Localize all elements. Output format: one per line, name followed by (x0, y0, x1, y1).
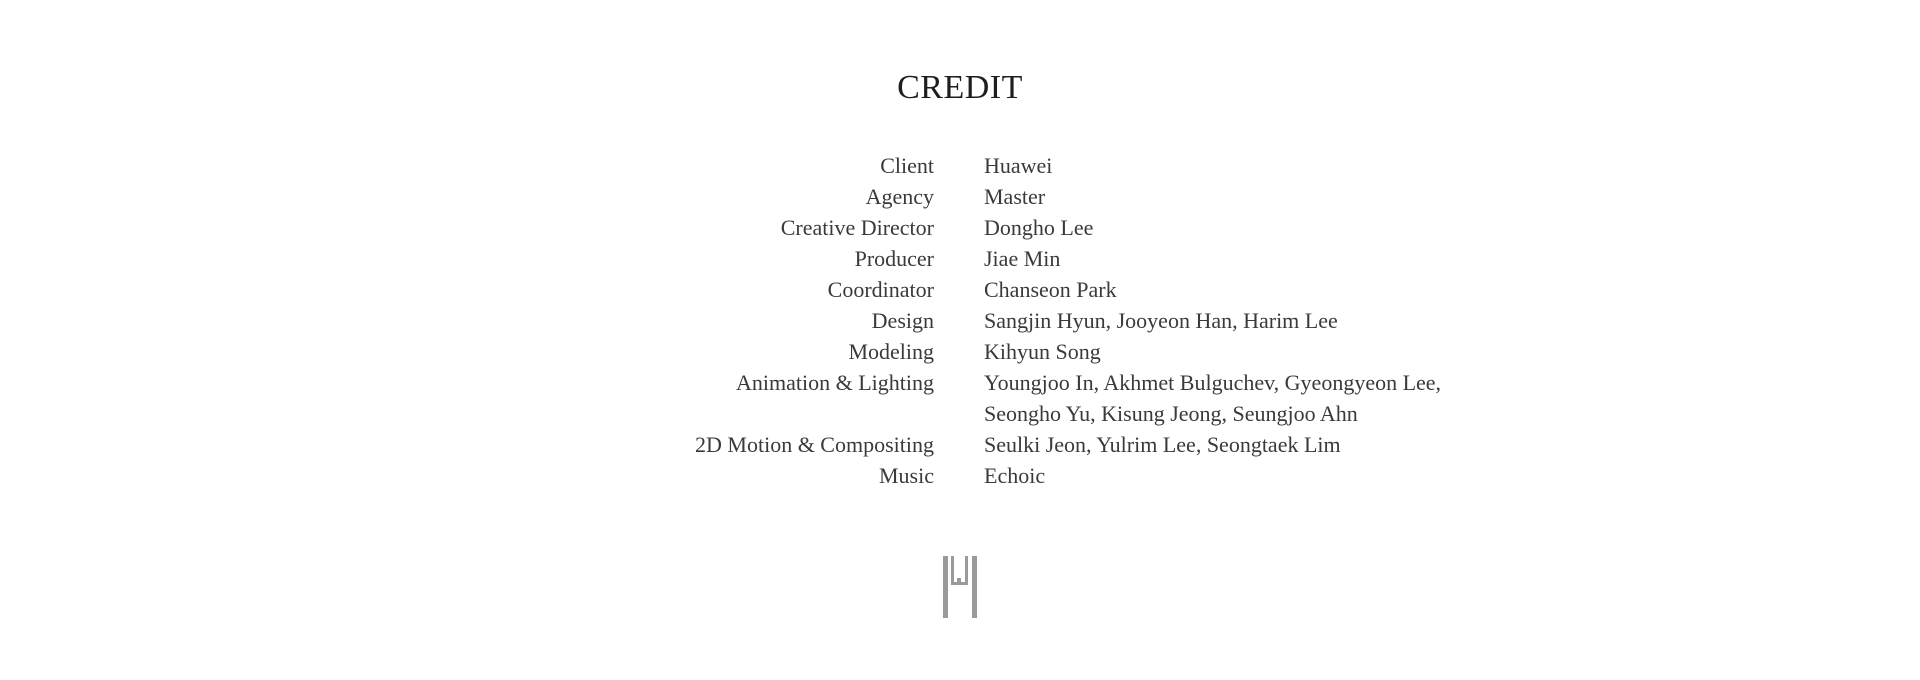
credit-names (984, 460, 1584, 491)
credit-role: Producer (854, 246, 934, 271)
credit-role: Client (880, 153, 934, 178)
credit-row-agency (0, 181, 1920, 212)
credit-row-2d-motion-compositing (0, 429, 1920, 460)
credit-name-line: Kihyun Song (984, 339, 1101, 364)
credit-role: Music (879, 463, 934, 488)
credit-role: Animation & Lighting (736, 370, 934, 395)
credit-name-line: Dongho Lee (984, 215, 1094, 240)
credit-role: Agency (865, 184, 934, 209)
credit-row-animation-lighting (0, 367, 1920, 429)
credit-role: 2D Motion & Compositing (695, 432, 934, 457)
credit-name-line: Master (984, 184, 1046, 209)
credit-names (984, 212, 1584, 243)
credit-names (984, 336, 1584, 367)
credit-name-line: Youngjoo In, Akhmet Bulguchev, Gyeongyeon Lee, (984, 370, 1442, 395)
credit-names (984, 243, 1584, 274)
credit-names (984, 429, 1584, 460)
credit-row-creative-director (0, 212, 1920, 243)
credit-name-line: Echoic (984, 463, 1046, 488)
credit-name-line: Seulki Jeon, Yulrim Lee, Seongtaek Lim (984, 432, 1341, 457)
credit-row-modeling (0, 336, 1920, 367)
credit-row-design (0, 305, 1920, 336)
credit-name-line: Jiae Min (984, 246, 1061, 271)
credit-names (984, 274, 1584, 305)
credit-role: Design (871, 308, 934, 333)
studio-monogram-logo-icon (943, 556, 977, 618)
credit-role: Modeling (848, 339, 934, 364)
credit-row-music (0, 460, 1920, 491)
credit-name-line: Sangjin Hyun, Jooyeon Han, Harim Lee (984, 308, 1338, 333)
credit-list (0, 150, 1920, 491)
credit-name-line: Chanseon Park (984, 277, 1117, 302)
credit-names (984, 181, 1584, 212)
credit-role: Creative Director (780, 215, 934, 240)
credit-row-coordinator (0, 274, 1920, 305)
credit-names (984, 367, 1584, 429)
credit-names (984, 150, 1584, 181)
credit-role: Coordinator (827, 277, 934, 302)
credit-name-line: Huawei (984, 153, 1053, 178)
credit-title: CREDIT (897, 69, 1023, 106)
credit-row-producer (0, 243, 1920, 274)
credit-row-client (0, 150, 1920, 181)
credit-names (984, 305, 1584, 336)
credit-name-line: Seongho Yu, Kisung Jeong, Seungjoo Ahn (984, 401, 1358, 426)
